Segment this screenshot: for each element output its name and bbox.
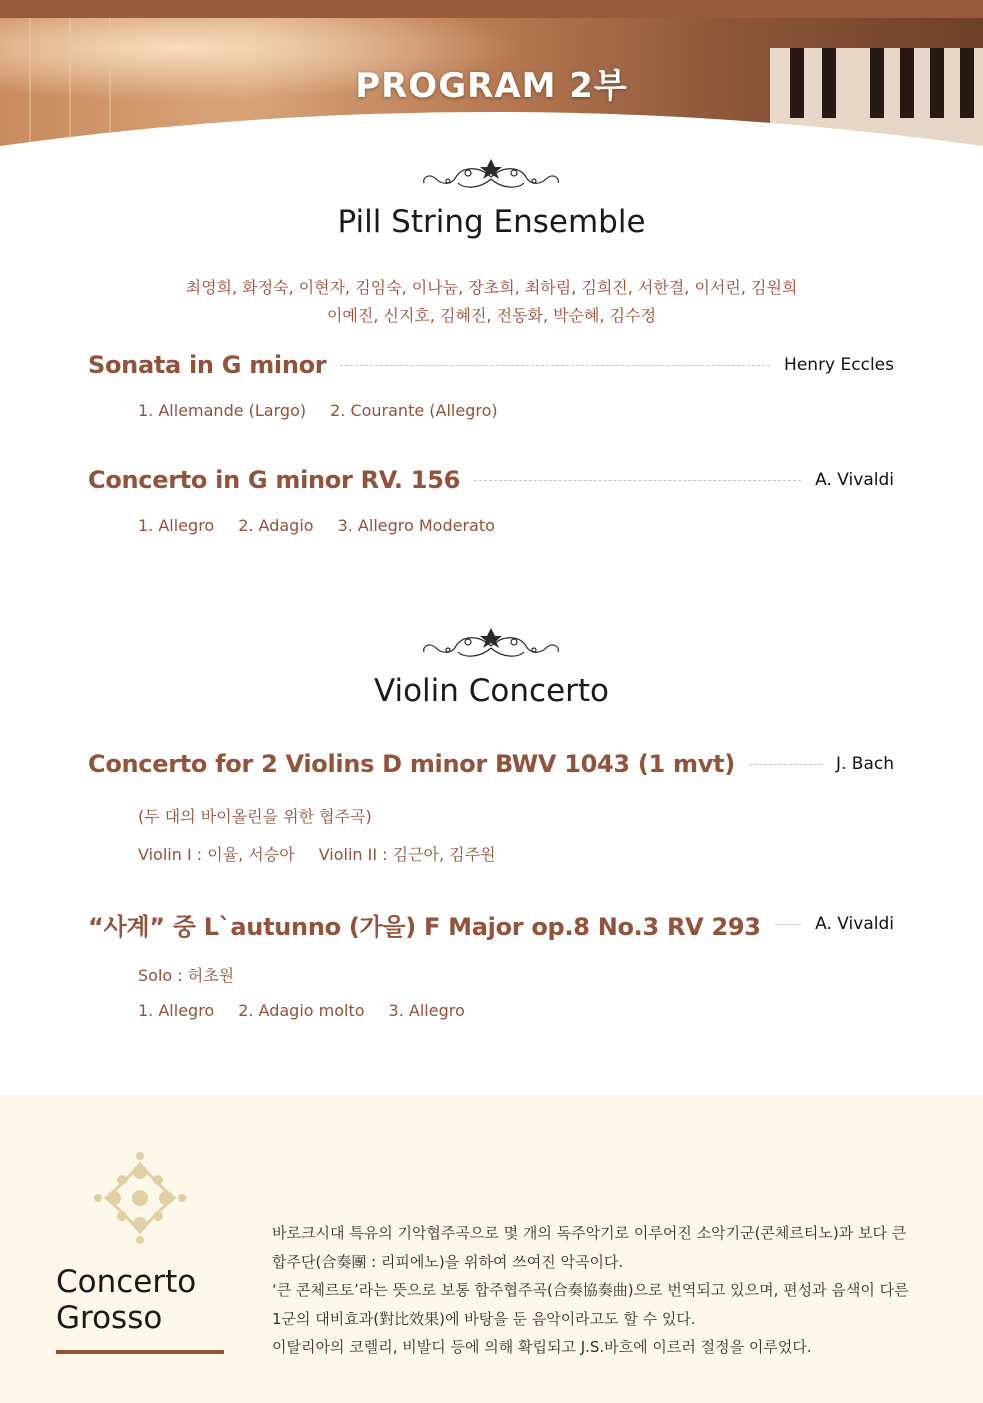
description-line: 1군의 대비효과(對比效果)에 바탕을 둔 음악이라고도 할 수 있다. xyxy=(272,1309,696,1328)
floral-ornament-icon xyxy=(418,624,564,664)
movements-list xyxy=(138,401,498,420)
movements-list xyxy=(138,1001,465,1020)
piece-row xyxy=(88,463,894,497)
dotted-leader xyxy=(340,365,770,366)
composer: A. Vivaldi xyxy=(815,470,894,490)
members-line-1: 최영희, 화정숙, 이현자, 김임숙, 이나눔, 장초희, 최하림, 김희진, 서한결, 이서린, 김원희 xyxy=(185,278,798,297)
performers xyxy=(138,842,496,865)
piece-row xyxy=(88,907,894,941)
movement: 2. Courante (Allegro) xyxy=(330,401,498,420)
composer: A. Vivaldi xyxy=(815,914,894,934)
description-line: 이탈리아의 코렐리, 비발디 등에 의해 확립되고 J.S.바흐에 이르러 절정을 이루었다. xyxy=(272,1338,812,1356)
piece-title: Concerto for 2 Violins D minor BWV 1043 (1 mvt) xyxy=(88,750,735,778)
damask-ornament-icon xyxy=(92,1150,188,1246)
piece-title: “사계” 중 L`autunno (가을) F Major op.8 No.3 RV 293 xyxy=(88,912,761,941)
violin-1-performers: Violin I : 이율, 서승아 xyxy=(138,845,295,864)
section-title-violin-concerto: Violin Concerto xyxy=(373,673,610,709)
top-bar xyxy=(0,0,983,18)
page-title: PROGRAM 2부 xyxy=(355,66,628,106)
concerto-grosso-title xyxy=(56,1264,196,1336)
title-line-2: Grosso xyxy=(56,1300,163,1336)
floral-ornament-icon xyxy=(418,155,564,195)
composer: J. Bach xyxy=(835,754,894,774)
movement: 2. Adagio molto xyxy=(238,1001,365,1020)
concerto-grosso-description xyxy=(272,1219,942,1362)
dotted-leader xyxy=(775,924,802,925)
members-line-2: 이예진, 신지호, 김혜진, 전동화, 박순혜, 김수정 xyxy=(326,306,657,325)
movement: 1. Allegro xyxy=(138,516,215,535)
movements-list xyxy=(138,516,495,535)
ensemble-members xyxy=(0,274,983,330)
violin-2-performers: Violin II : 김근아, 김주원 xyxy=(318,845,496,864)
composer: Henry Eccles xyxy=(784,355,894,375)
title-line-1: Concerto xyxy=(56,1264,197,1300)
dotted-leader xyxy=(474,480,801,481)
soloist: Solo : 허초원 xyxy=(138,966,235,985)
movement: 3. Allegro Moderato xyxy=(337,516,495,535)
piece-row xyxy=(88,348,894,382)
title-underline xyxy=(56,1350,224,1354)
piece-title: Concerto in G minor RV. 156 xyxy=(88,466,460,494)
movement: 3. Allegro xyxy=(388,1001,465,1020)
movement: 2. Adagio xyxy=(238,516,314,535)
movement: 1. Allegro xyxy=(138,1001,215,1020)
description-line: ‘큰 콘체르토’라는 뜻으로 보통 합주협주곡(合奏協奏曲)으로 번역되고 있으며, 편성과 음색이 다른 xyxy=(272,1281,909,1299)
movement: 1. Allemande (Largo) xyxy=(138,401,307,420)
piece-title: Sonata in G minor xyxy=(88,351,327,379)
section-title-ensemble: Pill String Ensemble xyxy=(337,204,646,240)
piece-row xyxy=(88,747,894,781)
description-line: 바로크시대 특유의 기악협주곡으로 몇 개의 독주악기로 이루어진 소악기군(콘체르티노)과 보다 큰 xyxy=(272,1224,907,1242)
description-line: 합주단(合奏團 : 리피에노)을 위하여 쓰여진 악곡이다. xyxy=(272,1252,624,1271)
dotted-leader xyxy=(749,764,822,765)
piece-subtitle: (두 대의 바이올린을 위한 협주곡) xyxy=(138,807,372,826)
